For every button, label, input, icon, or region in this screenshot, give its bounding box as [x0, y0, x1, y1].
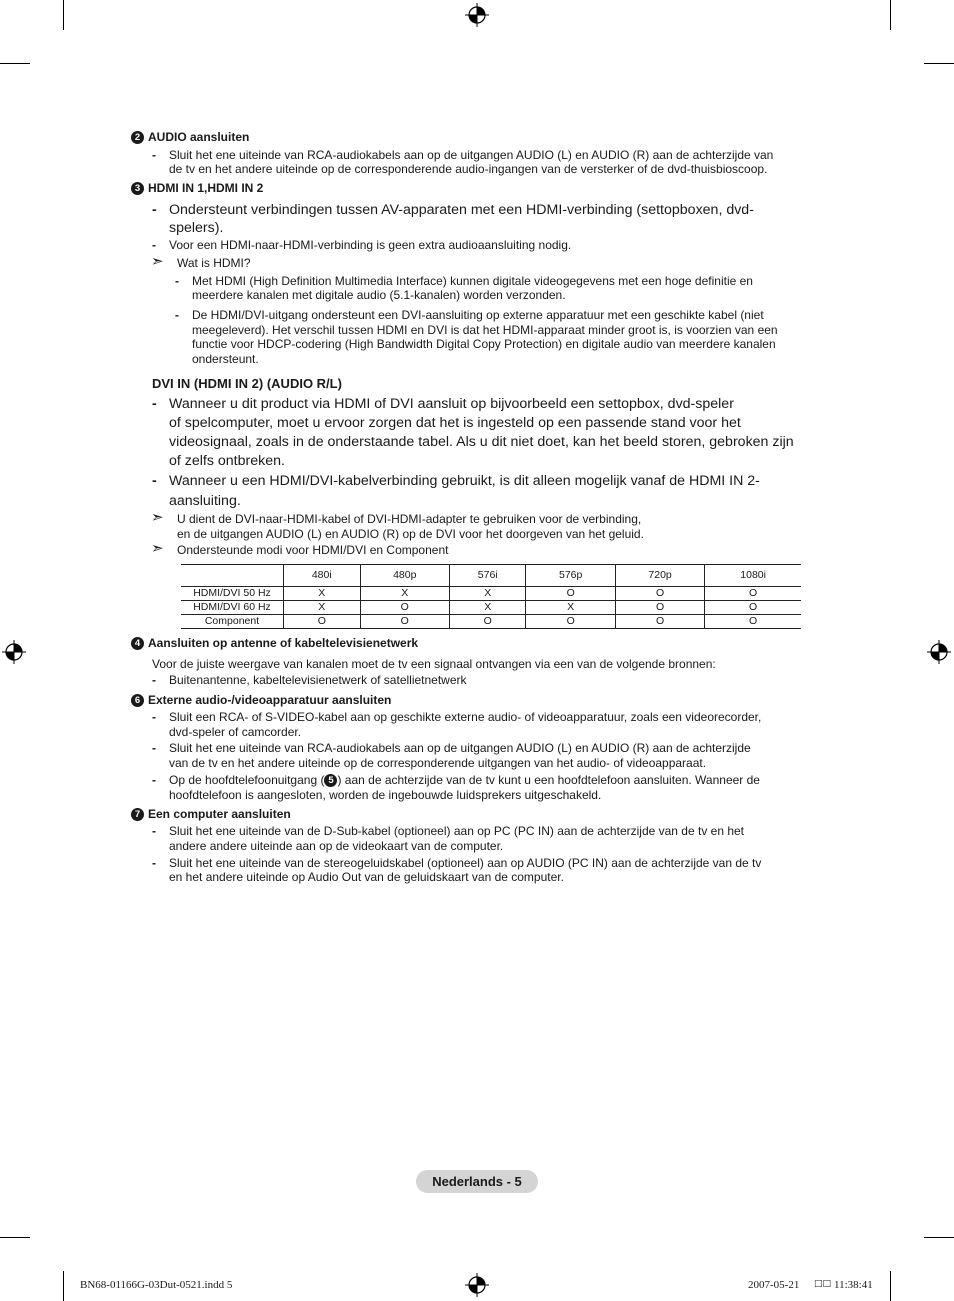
table-cell: O — [449, 615, 526, 629]
bullet-dash: - — [152, 824, 156, 838]
bullet-dash: - — [152, 396, 157, 412]
bullet-text: Buitenantenne, kabeltelevisienetwerk of satellietnetwerk — [169, 673, 467, 687]
table-cell: O — [360, 601, 449, 615]
table-cell: O — [526, 587, 615, 601]
section-heading-external — [131, 693, 391, 708]
table-cell: Component — [181, 615, 284, 629]
note-arrow-icon: ➣ — [151, 540, 164, 557]
bullet-dash: - — [152, 710, 156, 724]
section-heading-computer — [131, 807, 291, 822]
crop-mark — [63, 0, 64, 30]
table-cell: O — [615, 601, 704, 615]
bullet-dash: - — [175, 308, 179, 322]
section-heading-audio — [131, 130, 249, 145]
bullet-dash: - — [175, 274, 179, 288]
table-header-cell: 720p — [615, 565, 704, 587]
table-header-cell: 480i — [284, 565, 361, 587]
section-heading-antenna — [131, 636, 418, 651]
bullet-text: Voor een HDMI-naar-HDMI-verbinding is geen extra audioaansluiting nodig. — [169, 238, 572, 252]
bullet-text: De HDMI/DVI-uitgang ondersteunt een DVI-aansluiting op externe apparatuur met een geschikte kabel (niet — [192, 308, 764, 322]
print-slug-filename: BN68-01166G-03Dut-0521.indd 5 — [80, 1279, 233, 1291]
bullet-text: van de tv en het andere uiteinde op de corresponderende uitgangen van het audio- of videoapparaat. — [169, 756, 707, 770]
bullet-text: en het andere uiteinde op Audio Out van de geluidskaart van de computer. — [169, 870, 564, 884]
bullet-text: Met HDMI (High Definition Multimedia Interface) kunnen digitale videogegevens met een hoge definitie en — [192, 274, 753, 288]
table-cell: X — [284, 601, 361, 615]
bullet-text: functie voor HDCP-codering (High Bandwidth Digital Copy Protection) en digitale audio van meerdere kanalen — [192, 337, 776, 351]
section-number-badge: 3 — [131, 182, 144, 195]
section-title: Een computer aansluiten — [148, 807, 291, 821]
table-row — [181, 615, 801, 629]
section-number-badge: 6 — [131, 694, 144, 707]
table-cell: O — [615, 587, 704, 601]
bullet-text: of spelcomputer, moet u ervoor zorgen dat het is ingesteld op een passende stand voor het — [169, 415, 741, 431]
table-cell: X — [526, 601, 615, 615]
supported-modes-table — [181, 564, 801, 629]
note-text: en de uitgangen AUDIO (L) en AUDIO (R) op de DVI voor het doorgeven van het geluid. — [177, 527, 644, 541]
table-cell: HDMI/DVI 50 Hz — [181, 587, 284, 601]
bullet-dash: - — [152, 202, 157, 218]
table-header-cell: 576i — [449, 565, 526, 587]
bullet-dash: - — [152, 773, 156, 787]
crop-mark — [0, 63, 30, 64]
page-number-label: Nederlands - 5 — [416, 1170, 538, 1193]
table-cell: O — [360, 615, 449, 629]
paragraph-text: Voor de juiste weergave van kanalen moet de tv een signaal ontvangen via een van de volgende bronnen: — [152, 657, 716, 671]
bullet-text: hoofdtelefoon is aangesloten, worden de ingebouwde luidsprekers uitgeschakeld. — [169, 788, 602, 802]
table-cell: O — [526, 615, 615, 629]
bullet-text: Ondersteunt verbindingen tussen AV-apparaten met een HDMI-verbinding (settopboxen, dvd- — [169, 202, 754, 218]
bullet-text: videosignaal, zoals in de onderstaande tabel. Als u dit niet doet, kan het beeld storen, gebroken zijn — [169, 434, 794, 450]
note-arrow-icon: ➣ — [151, 253, 164, 270]
table-cell: X — [284, 587, 361, 601]
crop-mark — [63, 1271, 64, 1301]
bullet-text — [169, 773, 760, 788]
table-cell: O — [705, 587, 801, 601]
table-row — [181, 587, 801, 601]
note-text: Wat is HDMI? — [177, 256, 251, 270]
registration-mark-icon — [465, 3, 489, 27]
section-heading-dvi: DVI IN (HDMI IN 2) (AUDIO R/L) — [152, 376, 342, 391]
note-text: Ondersteunde modi voor HDMI/DVI en Component — [177, 543, 449, 557]
bullet-text: Sluit het ene uiteinde van de D-Sub-kabel (optioneel) aan op PC (PC IN) aan de achterzijde van de tv en het — [169, 824, 745, 838]
bullet-text: meegeleverd). Het verschil tussen HDMI en DVI is dat het HDMI-apparaat minder groot is, is voorzien van een — [192, 323, 778, 337]
bullet-dash: - — [152, 473, 157, 489]
crop-mark — [0, 1237, 30, 1238]
crop-mark — [924, 63, 954, 64]
table-cell: X — [360, 587, 449, 601]
jack-number-badge: 5 — [324, 774, 337, 787]
bullet-text: andere andere uiteinde aan op de videokaart van de computer. — [169, 839, 504, 853]
section-title: AUDIO aansluiten — [148, 130, 250, 144]
print-slug-boxes: □□ — [814, 1279, 832, 1289]
crop-mark — [890, 1271, 891, 1301]
bullet-text: of zelfs ontbreken. — [169, 453, 285, 469]
note-text: U dient de DVI-naar-HDMI-kabel of DVI-HDMI-adapter te gebruiken voor de verbinding, — [177, 512, 642, 526]
bullet-text: Sluit het ene uiteinde van RCA-audiokabels aan op de uitgangen AUDIO (L) en AUDIO (R) aan de achterzijde — [169, 741, 751, 755]
table-cell: X — [449, 587, 526, 601]
table-cell: X — [449, 601, 526, 615]
table-cell: O — [284, 615, 361, 629]
table-cell: O — [705, 615, 801, 629]
section-number-badge: 2 — [131, 131, 144, 144]
table-cell: O — [615, 615, 704, 629]
bullet-text: Sluit het ene uiteinde van de stereogeluidskabel (optioneel) aan op AUDIO (PC IN) aan de achterzijde van de tv — [169, 856, 762, 870]
bullet-text: de tv en het andere uiteinde op de corresponderende audio-ingangen van de versterker of de dvd-thuisbioscoop. — [169, 162, 768, 176]
registration-mark-icon — [927, 640, 951, 664]
crop-mark — [924, 1237, 954, 1238]
bullet-dash: - — [152, 856, 156, 870]
section-heading-hdmi — [131, 181, 263, 196]
section-title: Externe audio-/videoapparatuur aansluiten — [148, 693, 392, 707]
bullet-text: dvd-speler of camcorder. — [169, 725, 302, 739]
bullet-text: meerdere kanalen met digitale audio (5.1-kanalen) worden verzonden. — [192, 288, 566, 302]
table-header-row — [181, 565, 801, 587]
bullet-text: aansluiting. — [169, 493, 241, 509]
table-header-cell: 1080i — [705, 565, 801, 587]
bullet-dash: - — [152, 673, 156, 687]
registration-mark-icon — [465, 1273, 489, 1297]
section-number-badge: 4 — [131, 637, 144, 650]
bullet-text: Wanneer u een HDMI/DVI-kabelverbinding gebruikt, is dit alleen mogelijk vanaf de HDMI IN 2- — [169, 473, 760, 489]
section-title: HDMI IN 1,HDMI IN 2 — [148, 181, 264, 195]
bullet-text: Wanneer u dit product via HDMI of DVI aansluit op bijvoorbeeld een settopbox, dvd-speler — [169, 396, 734, 412]
table-row — [181, 601, 801, 615]
print-slug-date: 2007-05-21 — [748, 1279, 800, 1291]
registration-mark-icon — [2, 640, 26, 664]
table-cell: O — [705, 601, 801, 615]
bullet-text-part: ) aan de achterzijde van de tv kunt u een hoofdtelefoon aansluiten. Wanneer de — [337, 773, 760, 787]
bullet-text: Sluit het ene uiteinde van RCA-audiokabels aan op de uitgangen AUDIO (L) en AUDIO (R) aan de achterzijde van — [169, 148, 774, 162]
bullet-text: ondersteunt. — [192, 352, 259, 366]
bullet-text: spelers). — [169, 220, 224, 236]
crop-mark — [890, 0, 891, 30]
table-header-cell: 576p — [526, 565, 615, 587]
bullet-dash: - — [152, 148, 156, 162]
table-header-cell: 480p — [360, 565, 449, 587]
bullet-dash: - — [152, 741, 156, 755]
section-number-badge: 7 — [131, 808, 144, 821]
bullet-dash: - — [152, 238, 156, 252]
bullet-text: Sluit een RCA- of S-VIDEO-kabel aan op geschikte externe audio- of videoapparatuur, zoals een videorecorder, — [169, 710, 762, 724]
table-cell: HDMI/DVI 60 Hz — [181, 601, 284, 615]
print-slug-time: 11:38:41 — [834, 1279, 873, 1291]
note-arrow-icon: ➣ — [151, 509, 164, 526]
bullet-text-part: Op de hoofdtelefoonuitgang ( — [169, 773, 325, 787]
table-header-cell — [181, 565, 284, 587]
section-title: Aansluiten op antenne of kabeltelevisienetwerk — [148, 636, 419, 650]
